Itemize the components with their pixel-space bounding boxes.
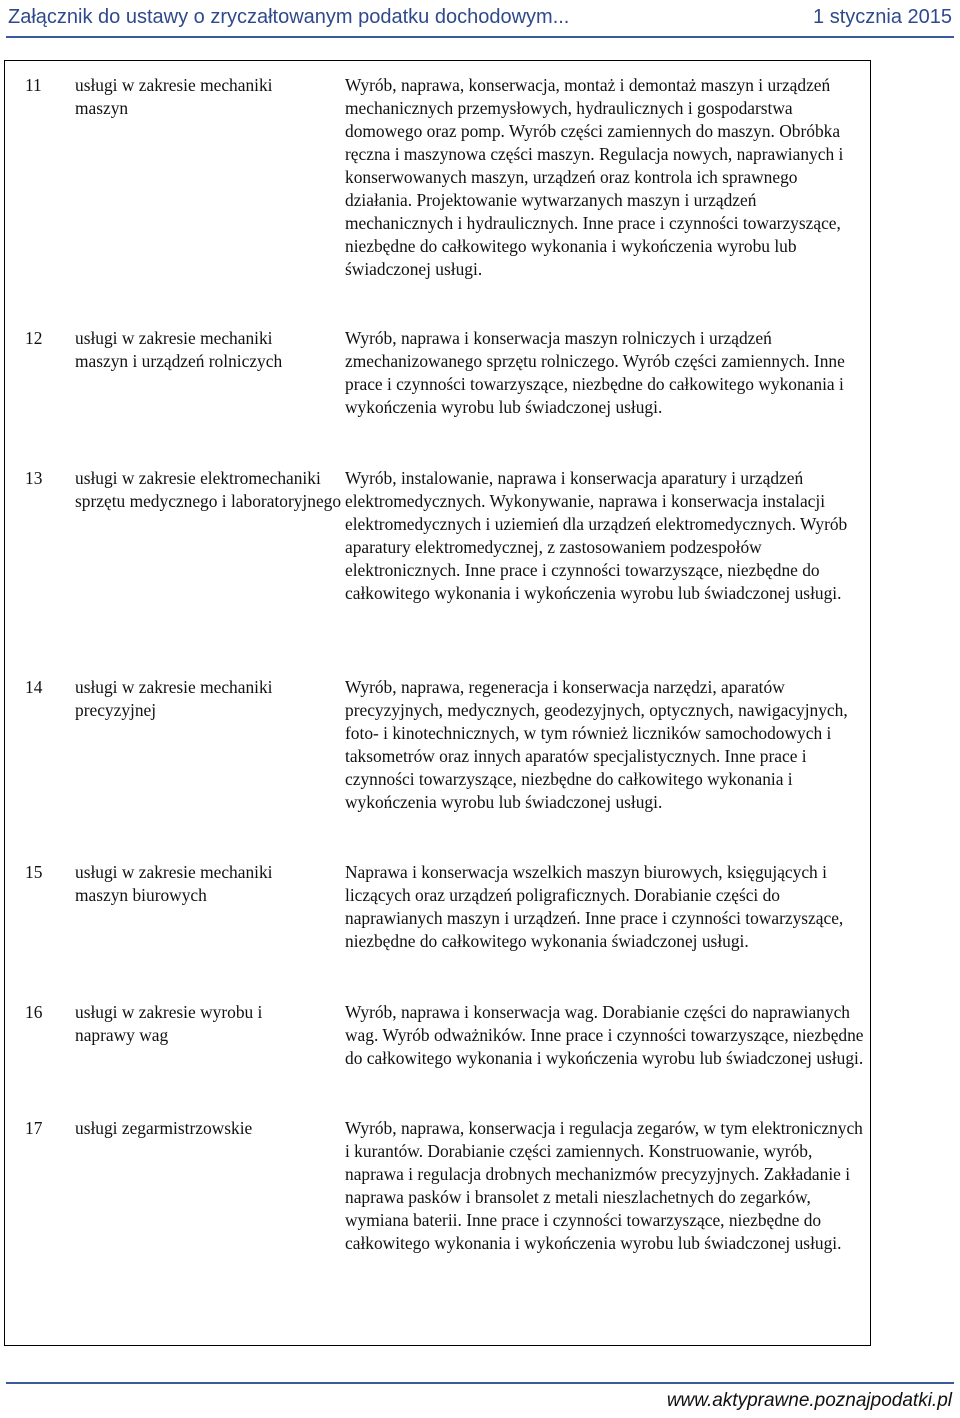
service-name: usługi w zakresie mechaniki maszyn [75,75,273,118]
footer-divider [6,1382,954,1384]
footer-url: www.aktyprawne.poznajpodatki.pl [666,1390,952,1411]
services-table [4,60,871,1346]
service-name: usługi w zakresie wyrobu i naprawy wag [75,1002,263,1045]
service-description: Wyrób, naprawa, regeneracja i konserwacja narzędzi, aparatów precyzyjnych, medycznych, geodezyjnych, optycznych, nawigacyjnych, foto- i kinotechnicznych, w tym również liczników samochodowych i taksometrów oraz innych aparatów specjalistycznych. Inne prace i czynności towarzyszące, niezbędne do całkowitego wykonania i wykończenia wyrobu lub świadczonej usługi. [345,677,848,812]
document-title: Załącznik do ustawy o zryczałtowanym podatku dochodowym... [8,5,570,28]
service-name: usługi w zakresie mechaniki precyzyjnej [75,677,273,720]
service-name: usługi zegarmistrzowskie [75,1118,253,1138]
service-name: usługi w zakresie mechaniki maszyn i urządzeń rolniczych [75,328,283,371]
row-number: 13 [25,468,43,488]
service-name: usługi w zakresie elektromechaniki sprzętu medycznego i laboratoryjnego [75,468,342,511]
service-description: Wyrób, naprawa i konserwacja wag. Dorabianie części do naprawianych wag. Wyrób odważników. Inne prace i czynności towarzyszące, niezbędne do całkowitego wykonania i wykończenia wyrobu lub świadczonej usługi. [345,1002,864,1068]
service-description: Wyrób, naprawa, konserwacja i regulacja zegarów, w tym elektronicznych i kurantów. Dorabianie części zamiennych. Konstruowanie, wyrób, naprawa i regulacja drobnych mechanizmów precyzyjnych. Zakładanie i naprawa pasków i bransolet z metali nieszlachetnych do zegarków, wymiana baterii. Inne prace i czynności towarzyszące, niezbędne do całkowitego wykonania i wykończenia wyrobu lub świadczonej usługi. [345,1118,863,1253]
service-name: usługi w zakresie mechaniki maszyn biurowych [75,862,273,905]
row-number: 12 [25,328,43,348]
header-divider [6,36,954,38]
row-number: 16 [25,1002,43,1022]
page-header [8,0,952,34]
row-number: 17 [25,1118,43,1138]
service-description: Wyrób, naprawa, konserwacja, montaż i demontaż maszyn i urządzeń mechanicznych przemysłowych, hydraulicznych i gospodarstwa domowego oraz pomp. Wyrób części zamiennych do maszyn. Obróbka ręczna i maszynowa części maszyn. Regulacja nowych, naprawianych i konserwowanych maszyn, urządzeń oraz kontrola ich sprawnego działania. Projektowanie wytwarzanych maszyn i urządzeń mechanicznych i hydraulicznych. Inne prace i czynności towarzyszące, niezbędne do całkowitego wykonania i wykończenia wyrobu lub świadczonej usługi. [345,75,844,279]
row-number: 15 [25,862,43,882]
service-description: Wyrób, instalowanie, naprawa i konserwacja aparatury i urządzeń elektromedycznych. Wykonywanie, naprawa i konserwacja instalacji elektromedycznych i uziemień dla urządzeń elektromedycznych. Wyrób aparatury elektromedycznej, z zastosowaniem podzespołów elektronicznych. Inne prace i czynności towarzyszące, niezbędne do całkowitego wykonania i wykończenia wyrobu lub świadczonej usługi. [345,468,848,603]
row-number: 11 [25,75,42,95]
service-description: Wyrób, naprawa i konserwacja maszyn rolniczych i urządzeń zmechanizowanego sprzętu rolniczego. Wyrób części zamiennych. Inne prace i czynności towarzyszące, niezbędne do całkowitego wykonania i wykończenia wyrobu lub świadczonej usługi. [345,328,845,417]
service-description: Naprawa i konserwacja wszelkich maszyn biurowych, księgujących i liczących oraz urządzeń poligraficznych. Dorabianie części do naprawianych maszyn i urządzeń. Inne prace i czynności towarzyszące, niezbędne do całkowitego wykonania świadczonej usługi. [345,862,844,951]
document-date: 1 stycznia 2015 [813,5,952,28]
row-number: 14 [25,677,43,697]
